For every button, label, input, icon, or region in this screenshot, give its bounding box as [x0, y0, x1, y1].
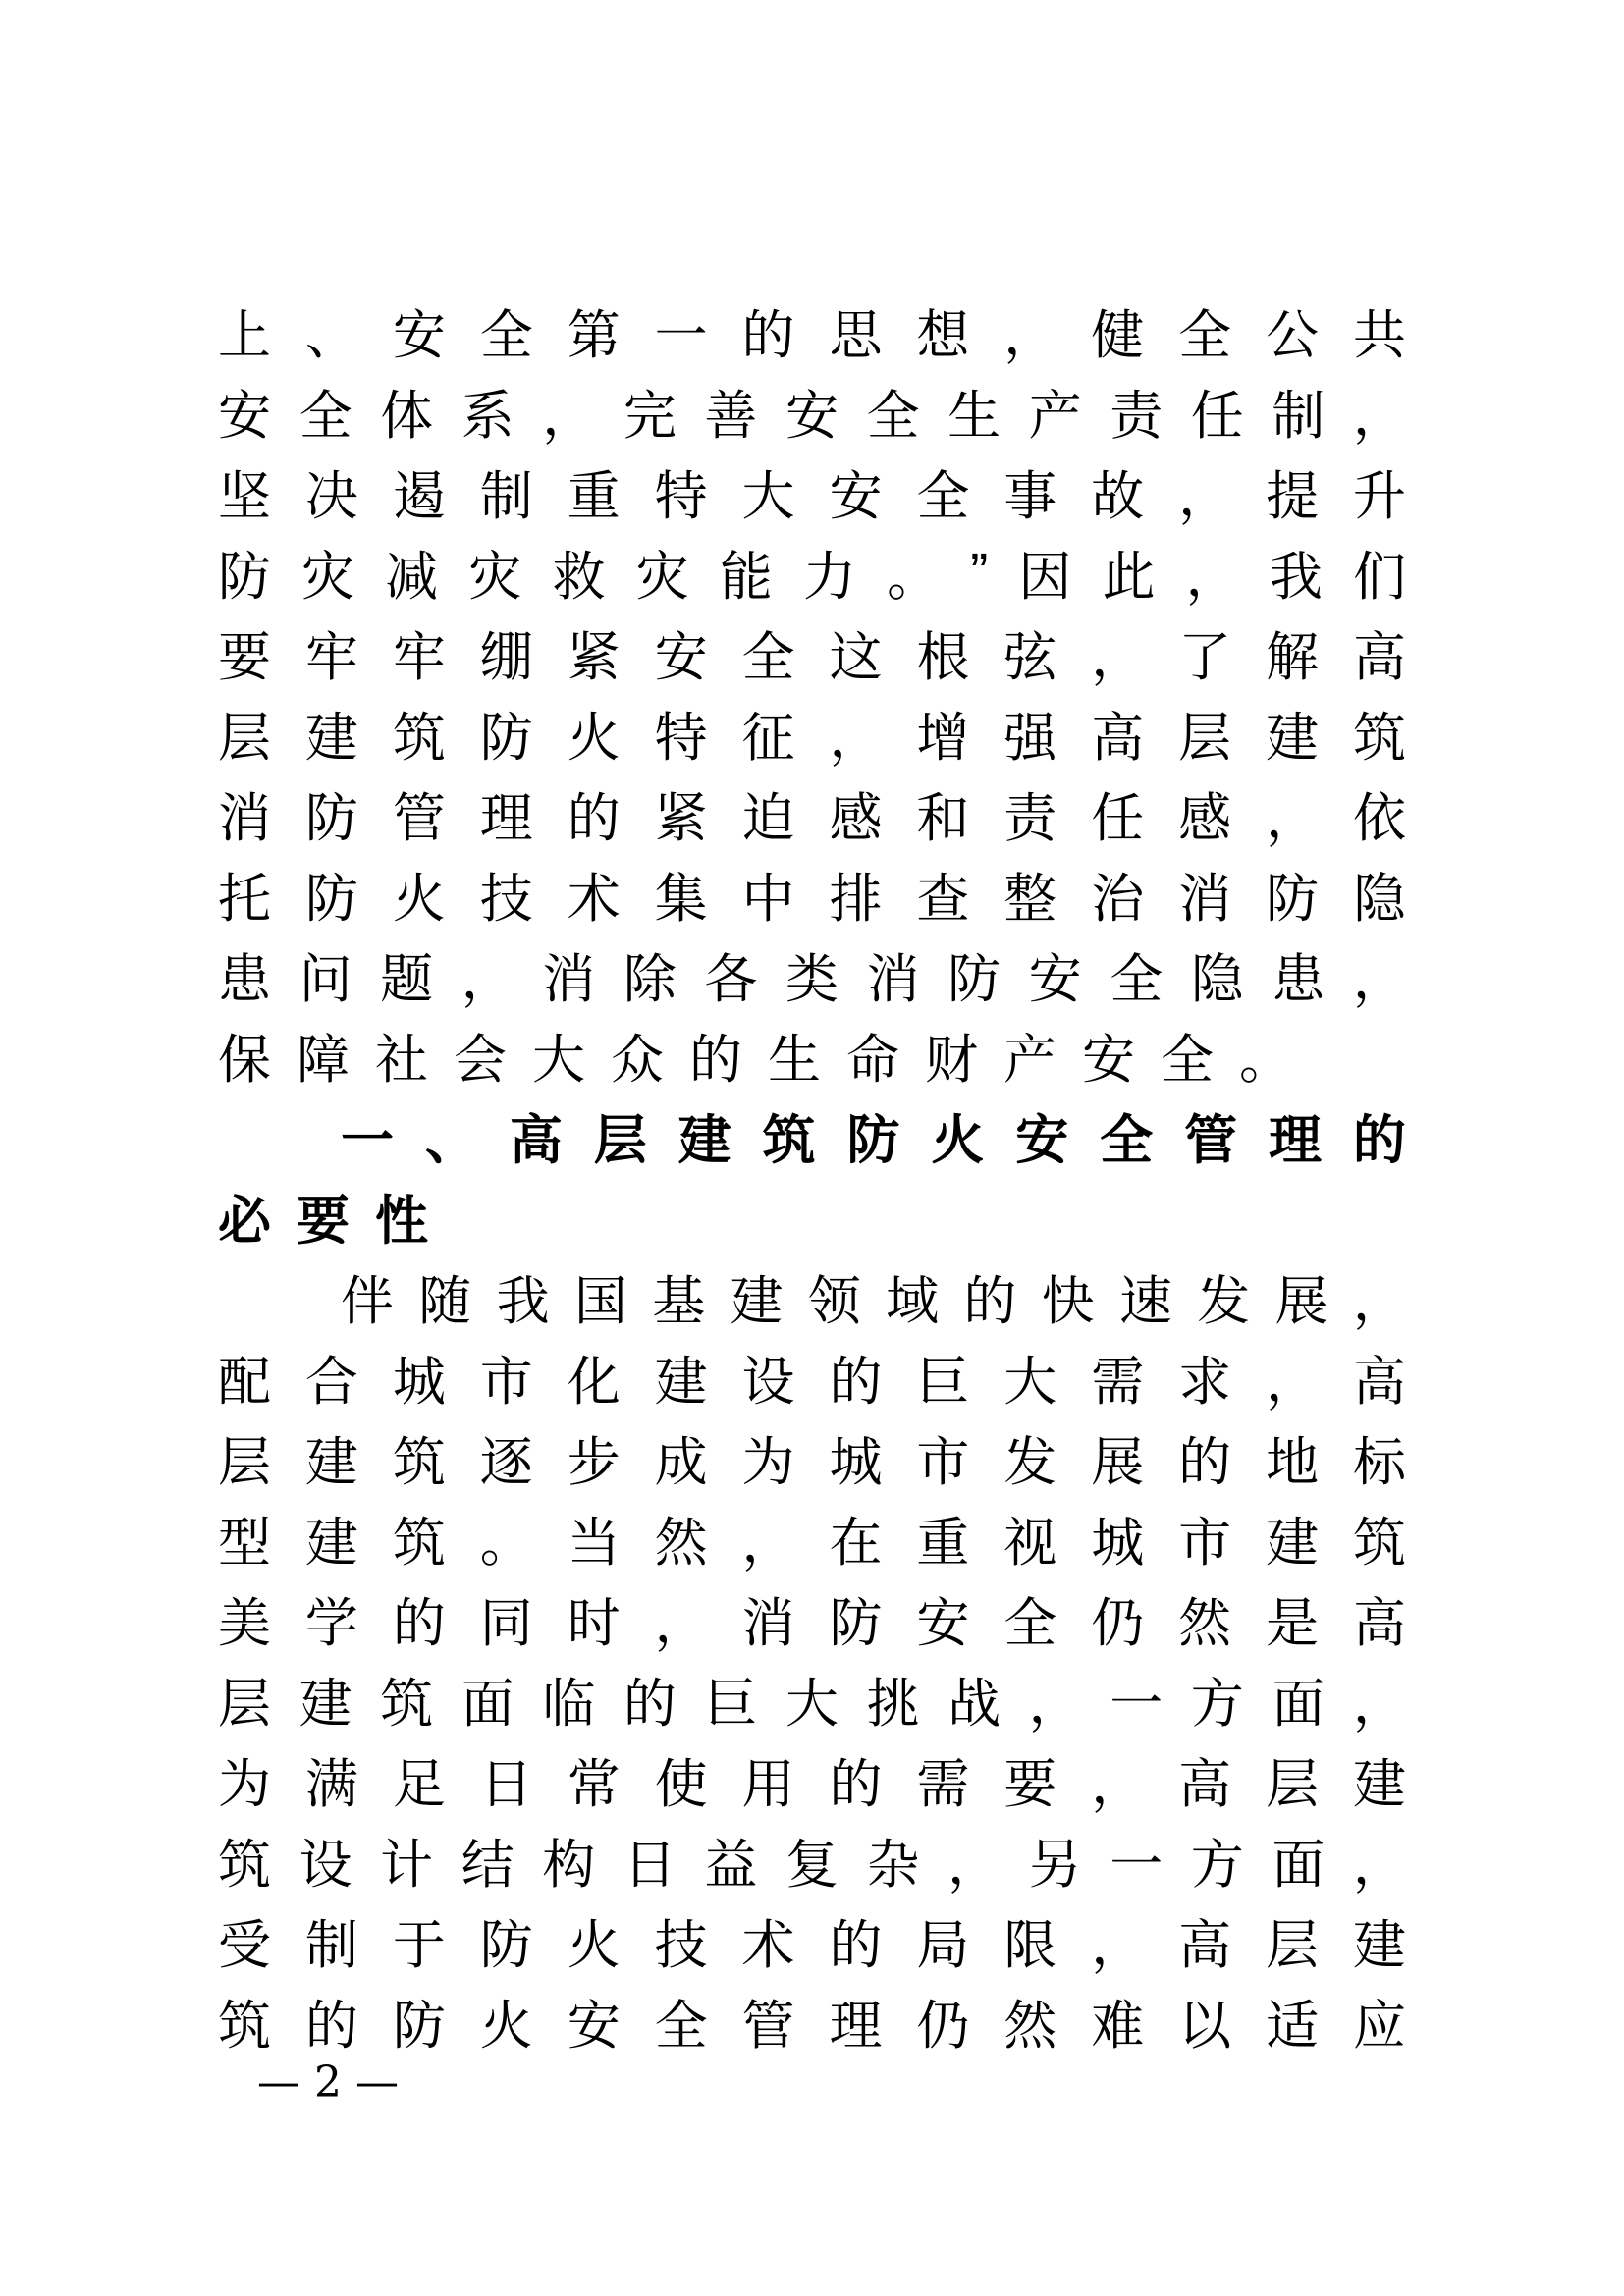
text-line: 层 建 筑 逐 步 成 为 城 市 发 展 的 地 标 — [218, 1432, 1406, 1492]
text-line: 伴 随 我 国 基 建 领 域 的 快 速 发 展 ， — [341, 1271, 1406, 1331]
text-line: 患 问 题 ， 消 除 各 类 消 防 安 全 隐 患 ， — [218, 949, 1406, 1009]
text-line: 筑 设 计 结 构 日 益 复 杂 ， 另 一 方 面 ， — [218, 1835, 1406, 1895]
text-line: 筑 的 防 火 安 全 管 理 仍 然 难 以 适 应 — [218, 1996, 1406, 2056]
text-line: 为 满 足 日 常 使 用 的 需 要 ， 高 层 建 — [218, 1754, 1406, 1814]
text-line: 层 建 筑 面 临 的 巨 大 挑 战 ， 一 方 面 ， — [218, 1674, 1406, 1734]
text-line: 美 学 的 同 时 ， 消 防 安 全 仍 然 是 高 — [218, 1593, 1406, 1653]
text-line: 型 建 筑 。 当 然 ， 在 重 视 城 市 建 筑 — [218, 1513, 1406, 1573]
heading-line: 一 、 高 层 建 筑 防 火 安 全 管 理 的 — [341, 1110, 1406, 1170]
text-line: 坚 决 遏 制 重 特 大 安 全 事 故 ， 提 升 — [218, 466, 1406, 526]
text-line: 保 障 社 会 大 众 的 生 命 财 产 安 全 。 — [218, 1030, 1292, 1090]
text-line: 防 灾 减 灾 救 灾 能 力 。 ” 因 此 ， 我 们 — [218, 543, 1406, 607]
text-line: 配 合 城 市 化 建 设 的 巨 大 需 求 ， 高 — [218, 1352, 1406, 1412]
text-line: 托 防 火 技 术 集 中 排 查 整 治 消 防 隐 — [218, 869, 1406, 929]
page-number: — 2 — — [257, 2057, 399, 2108]
heading-line: 必 要 性 — [218, 1191, 428, 1251]
text-line: 层 建 筑 防 火 特 征 ， 增 强 高 层 建 筑 — [218, 708, 1406, 768]
text-line: 要 牢 牢 绷 紧 安 全 这 根 弦 ， 了 解 高 — [218, 627, 1406, 687]
text-line: 安 全 体 系 ， 完 善 安 全 生 产 责 任 制 ， — [218, 386, 1406, 446]
document-body — [218, 291, 1406, 2061]
text-line: 消 防 管 理 的 紧 迫 感 和 责 任 感 ， 依 — [218, 788, 1406, 848]
text-line: 受 制 于 防 火 技 术 的 局 限 ， 高 层 建 — [218, 1915, 1406, 1975]
text-line: 上 、 安 全 第 一 的 思 想 ， 健 全 公 共 — [218, 305, 1406, 365]
